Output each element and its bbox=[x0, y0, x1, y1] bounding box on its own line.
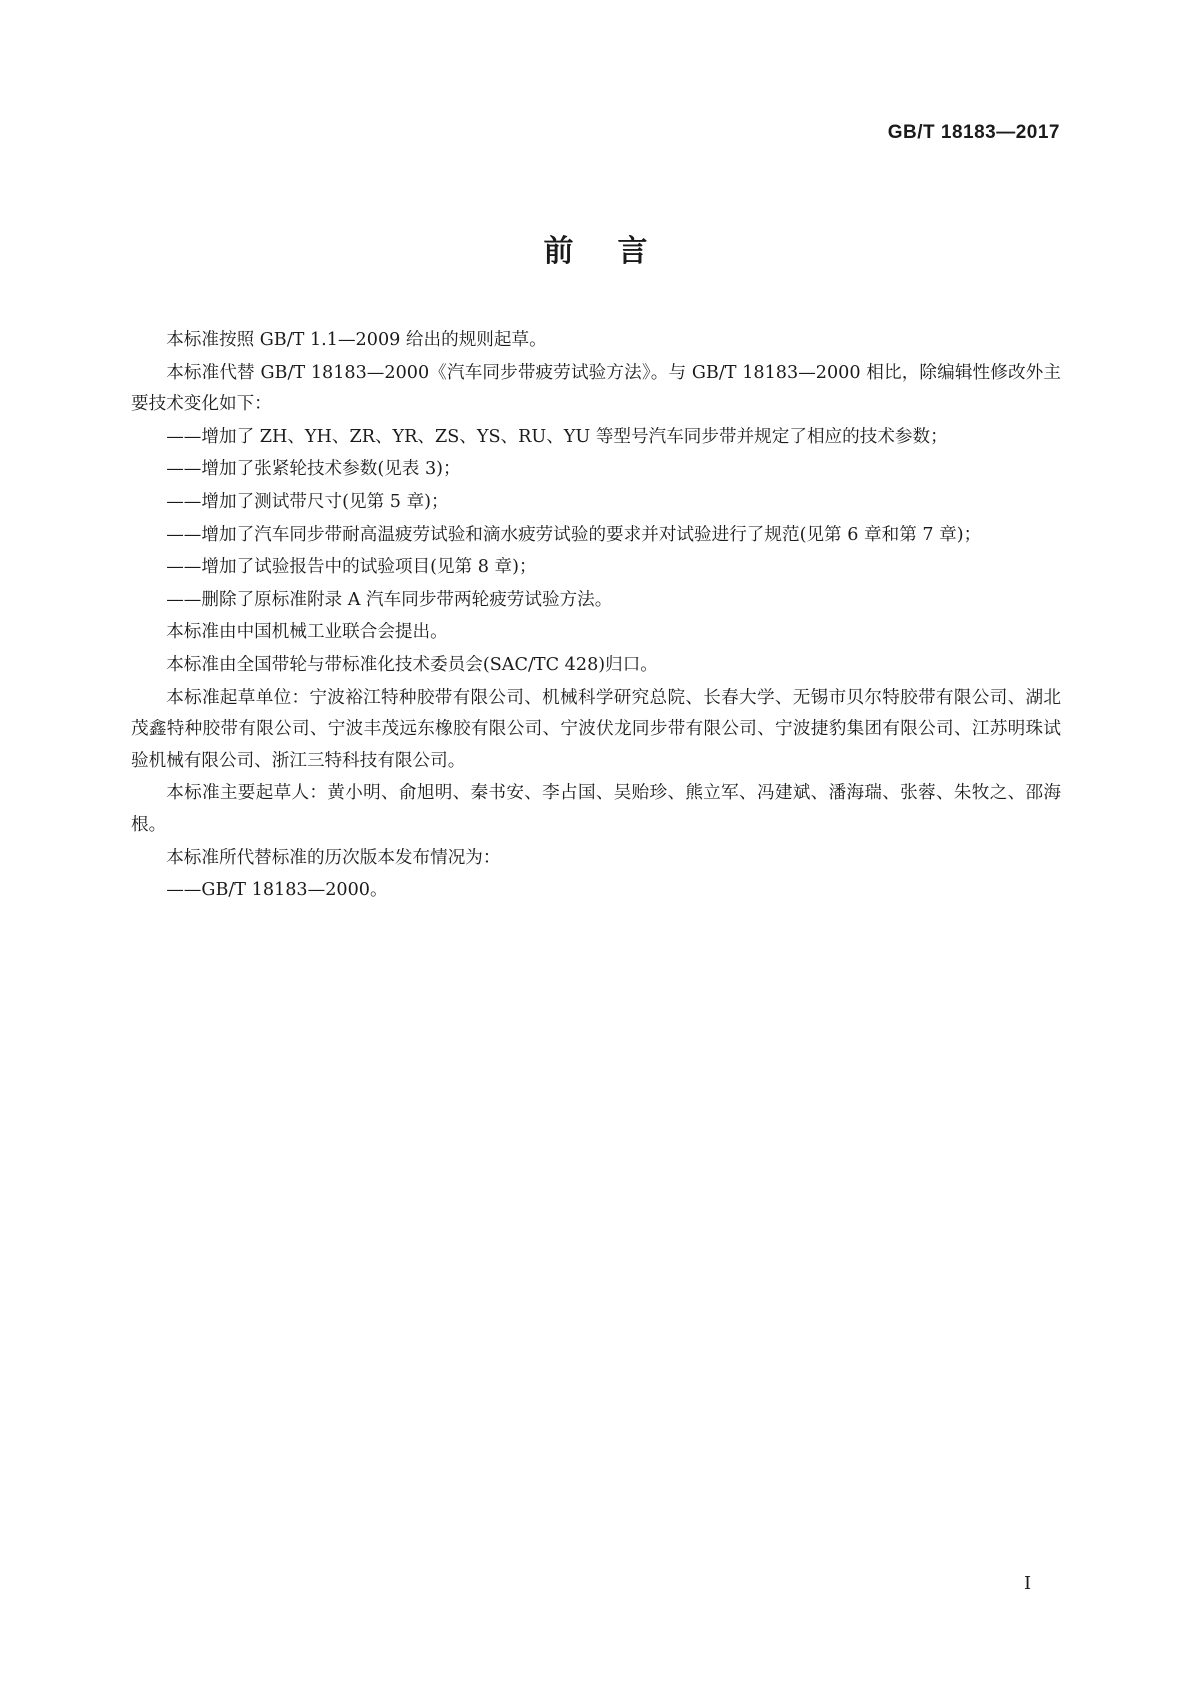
paragraph-proposer: 本标准由中国机械工业联合会提出。 bbox=[166, 622, 448, 643]
change-item: ——增加了测试带尺寸(见第 5 章)； bbox=[166, 491, 449, 512]
foreword-body bbox=[131, 325, 1061, 908]
paragraph-centralized: 本标准由全国带轮与带标准化技术委员会(SAC/TC 428)归口。 bbox=[166, 654, 658, 675]
change-item: ——增加了试验报告中的试验项目(见第 8 章)； bbox=[166, 557, 537, 578]
change-item: ——增加了 ZH、YH、ZR、YR、ZS、YS、RU、YU 等型号汽车同步带并规定了相应的技术参数； bbox=[166, 426, 948, 447]
paragraph-replacement: 本标准代替 GB/T 18183—2000《汽车同步带疲劳试验方法》。与 GB/T 18183—2000 相比，除编辑性修改外主要技术变化如下： bbox=[131, 362, 1061, 415]
page-title: 前言 bbox=[543, 234, 692, 269]
standard-code: GB/T 18183—2017 bbox=[887, 122, 1060, 143]
change-item: ——增加了张紧轮技术参数(见表 3)； bbox=[166, 459, 461, 480]
paragraph-drafting-rules: 本标准按照 GB/T 1.1—2009 给出的规则起草。 bbox=[166, 330, 547, 350]
page-number: I bbox=[1024, 1573, 1032, 1594]
paragraph-drafters: 本标准主要起草人：黄小明、俞旭明、秦书安、李占国、吴贻珍、熊立军、冯建斌、潘海瑞、张蓉、朱牧之、邵海根。 bbox=[131, 783, 1061, 835]
paragraph-history-intro: 本标准所代替标准的历次版本发布情况为： bbox=[166, 847, 501, 868]
history-item: ——GB/T 18183—2000。 bbox=[166, 880, 388, 901]
change-item: ——增加了汽车同步带耐高温疲劳试验和滴水疲劳试验的要求并对试验进行了规范(见第 6 章和第 7 章)； bbox=[166, 524, 982, 545]
change-item: ——删除了原标准附录 A 汽车同步带两轮疲劳试验方法。 bbox=[166, 589, 613, 610]
paragraph-drafting-units: 本标准起草单位：宁波裕江特种胶带有限公司、机械科学研究总院、长春大学、无锡市贝尔特胶带有限公司、湖北茂鑫特种胶带有限公司、宁波丰茂远东橡胶有限公司、宁波伏龙同步带有限公司、宁波捷豹集团有限公司、江苏明珠试验机械有限公司、浙江三特科技有限公司。 bbox=[131, 687, 1061, 771]
